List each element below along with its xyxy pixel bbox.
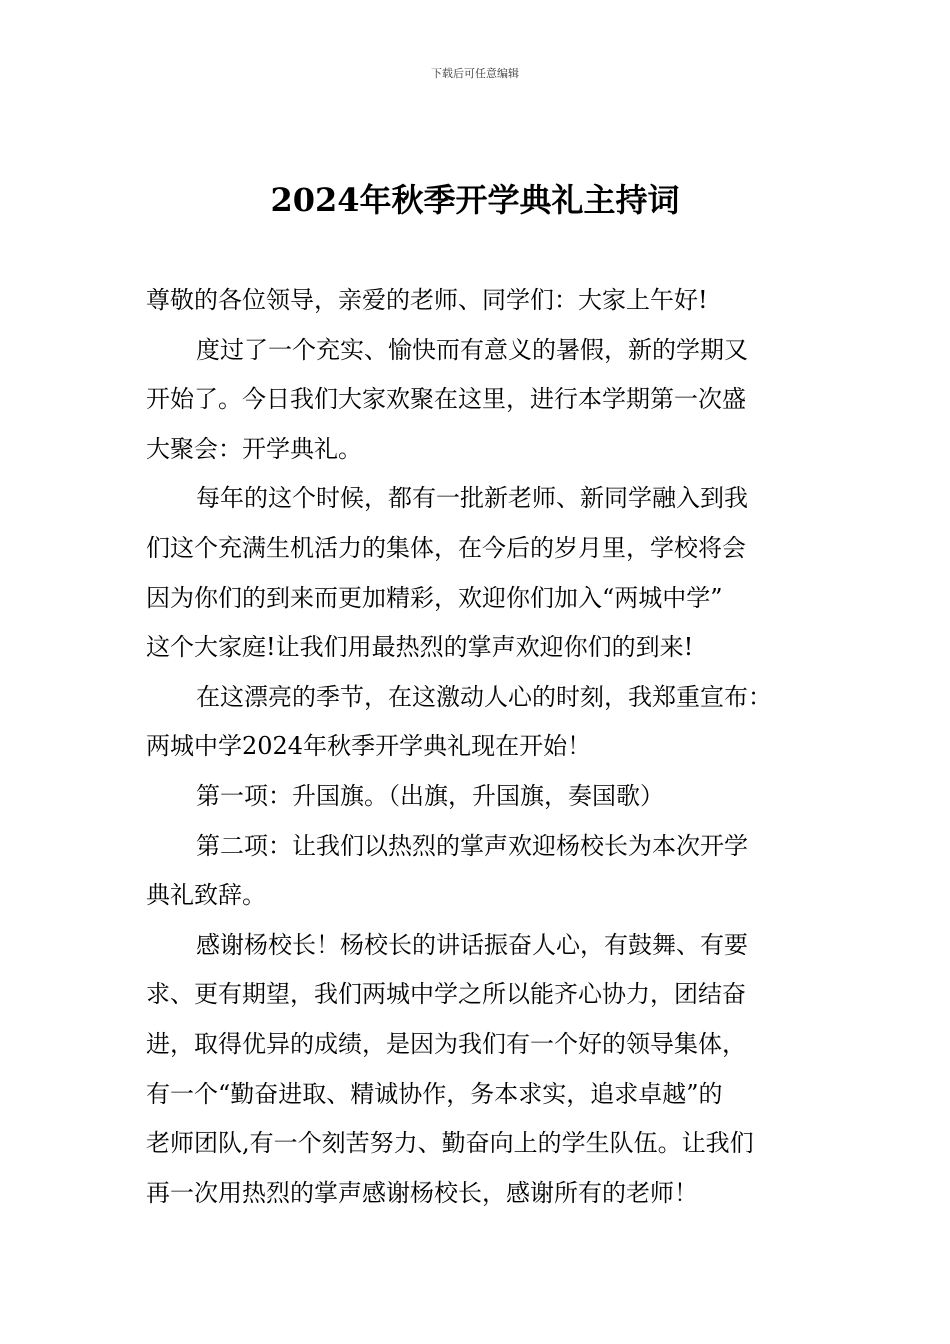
body-line: 进，取得优异的成绩，是因为我们有一个好的领导集体，	[146, 1029, 746, 1058]
body-line: 感谢杨校长！杨校长的讲话振奋人心，有鼓舞、有要	[196, 930, 748, 959]
body-line: 典礼致辞。	[146, 881, 266, 910]
body-line: 开始了。今日我们大家欢聚在这里，进行本学期第一次盛	[146, 385, 746, 414]
body-line: 第一项：升国旗。（出旗，升国旗，奏国歌）	[196, 781, 664, 810]
body-line: 因为你们的到来而更加精彩，欢迎你们加入“两城中学”	[146, 583, 723, 612]
document-title: 2024年秋季开学典礼主持词	[270, 181, 680, 219]
body-line: 求、更有期望，我们两城中学之所以能齐心协力，团结奋	[146, 980, 746, 1009]
body-line: 每年的这个时候，都有一批新老师、新同学融入到我	[196, 484, 748, 513]
body-line: 两城中学2024年秋季开学典礼现在开始！	[146, 732, 592, 761]
body-line: 第二项：让我们以热烈的掌声欢迎杨校长为本次开学	[196, 831, 748, 860]
page-header-note: 下载后可任意编辑	[431, 67, 519, 80]
body-line: 在这漂亮的季节，在这激动人心的时刻，我郑重宣布：	[196, 682, 772, 711]
body-line: 度过了一个充实、愉快而有意义的暑假，新的学期又	[196, 335, 748, 364]
body-line: 们这个充满生机活力的集体，在今后的岁月里，学校将会	[146, 533, 746, 562]
body-line: 尊敬的各位领导，亲爱的老师、同学们：大家上午好!	[146, 286, 708, 314]
body-line: 老师团队,有一个刻苦努力、勤奋向上的学生队伍。让我们	[146, 1129, 754, 1158]
body-line: 大聚会：开学典礼。	[146, 434, 362, 463]
document-body	[146, 276, 822, 1218]
body-line: 有一个“勤奋进取、精诚协作，务本求实，追求卓越”的	[146, 1079, 723, 1108]
body-line: 再一次用热烈的掌声感谢杨校长，感谢所有的老师！	[146, 1178, 698, 1207]
body-line: 这个大家庭!让我们用最热烈的掌声欢迎你们的到来!	[146, 633, 694, 662]
